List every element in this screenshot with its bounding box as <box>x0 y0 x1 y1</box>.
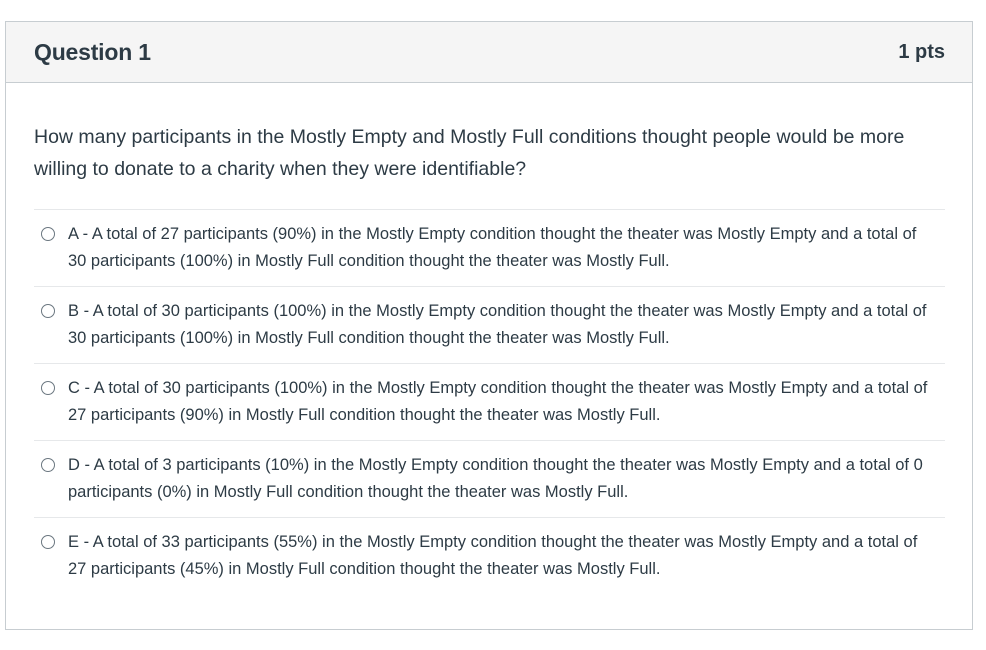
answer-option-a[interactable] <box>34 210 945 287</box>
answer-option-b[interactable] <box>34 287 945 364</box>
question-points: 1 pts <box>898 40 945 63</box>
question-header <box>6 22 972 83</box>
question-title: Question 1 <box>34 38 151 65</box>
answer-option-e[interactable] <box>34 518 945 595</box>
answer-label: A - A total of 27 participants (90%) in the Mostly Empty condition thought the theater was Mostly Empty and a total of 30 participants (100%) in Mostly Full condition thought the theater was Mostly Full. <box>68 225 917 270</box>
question-text: How many participants in the Mostly Empty and Mostly Full conditions thought people would be more willing to donate to a charity when they were identifiable? <box>34 126 905 180</box>
answer-option-c[interactable] <box>34 364 945 441</box>
radio-button[interactable] <box>41 458 55 472</box>
answer-option-d[interactable] <box>34 441 945 518</box>
answer-label: C - A total of 30 participants (100%) in the Mostly Empty condition thought the theater was Mostly Empty and a total of 27 participants (90%) in Mostly Full condition thought the theater was Mostly Full. <box>68 379 928 424</box>
answer-list <box>34 209 945 595</box>
question-body <box>6 121 972 595</box>
radio-button[interactable] <box>41 535 55 549</box>
radio-button[interactable] <box>41 304 55 318</box>
answer-label: E - A total of 33 participants (55%) in the Mostly Empty condition thought the theater was Mostly Empty and a total of 27 participants (45%) in Mostly Full condition thought the theater was Mostly Full. <box>68 533 918 578</box>
radio-button[interactable] <box>41 227 55 241</box>
radio-button[interactable] <box>41 381 55 395</box>
answer-label: D - A total of 3 participants (10%) in the Mostly Empty condition thought the theater was Mostly Empty and a total of 0 participants (0%) in Mostly Full condition thought the theater was Mostly Full. <box>68 456 923 501</box>
answer-label: B - A total of 30 participants (100%) in the Mostly Empty condition thought the theater was Mostly Empty and a total of 30 participants (100%) in Mostly Full condition thought the theater was Mostly Full. <box>68 302 927 347</box>
question-card <box>5 21 973 630</box>
